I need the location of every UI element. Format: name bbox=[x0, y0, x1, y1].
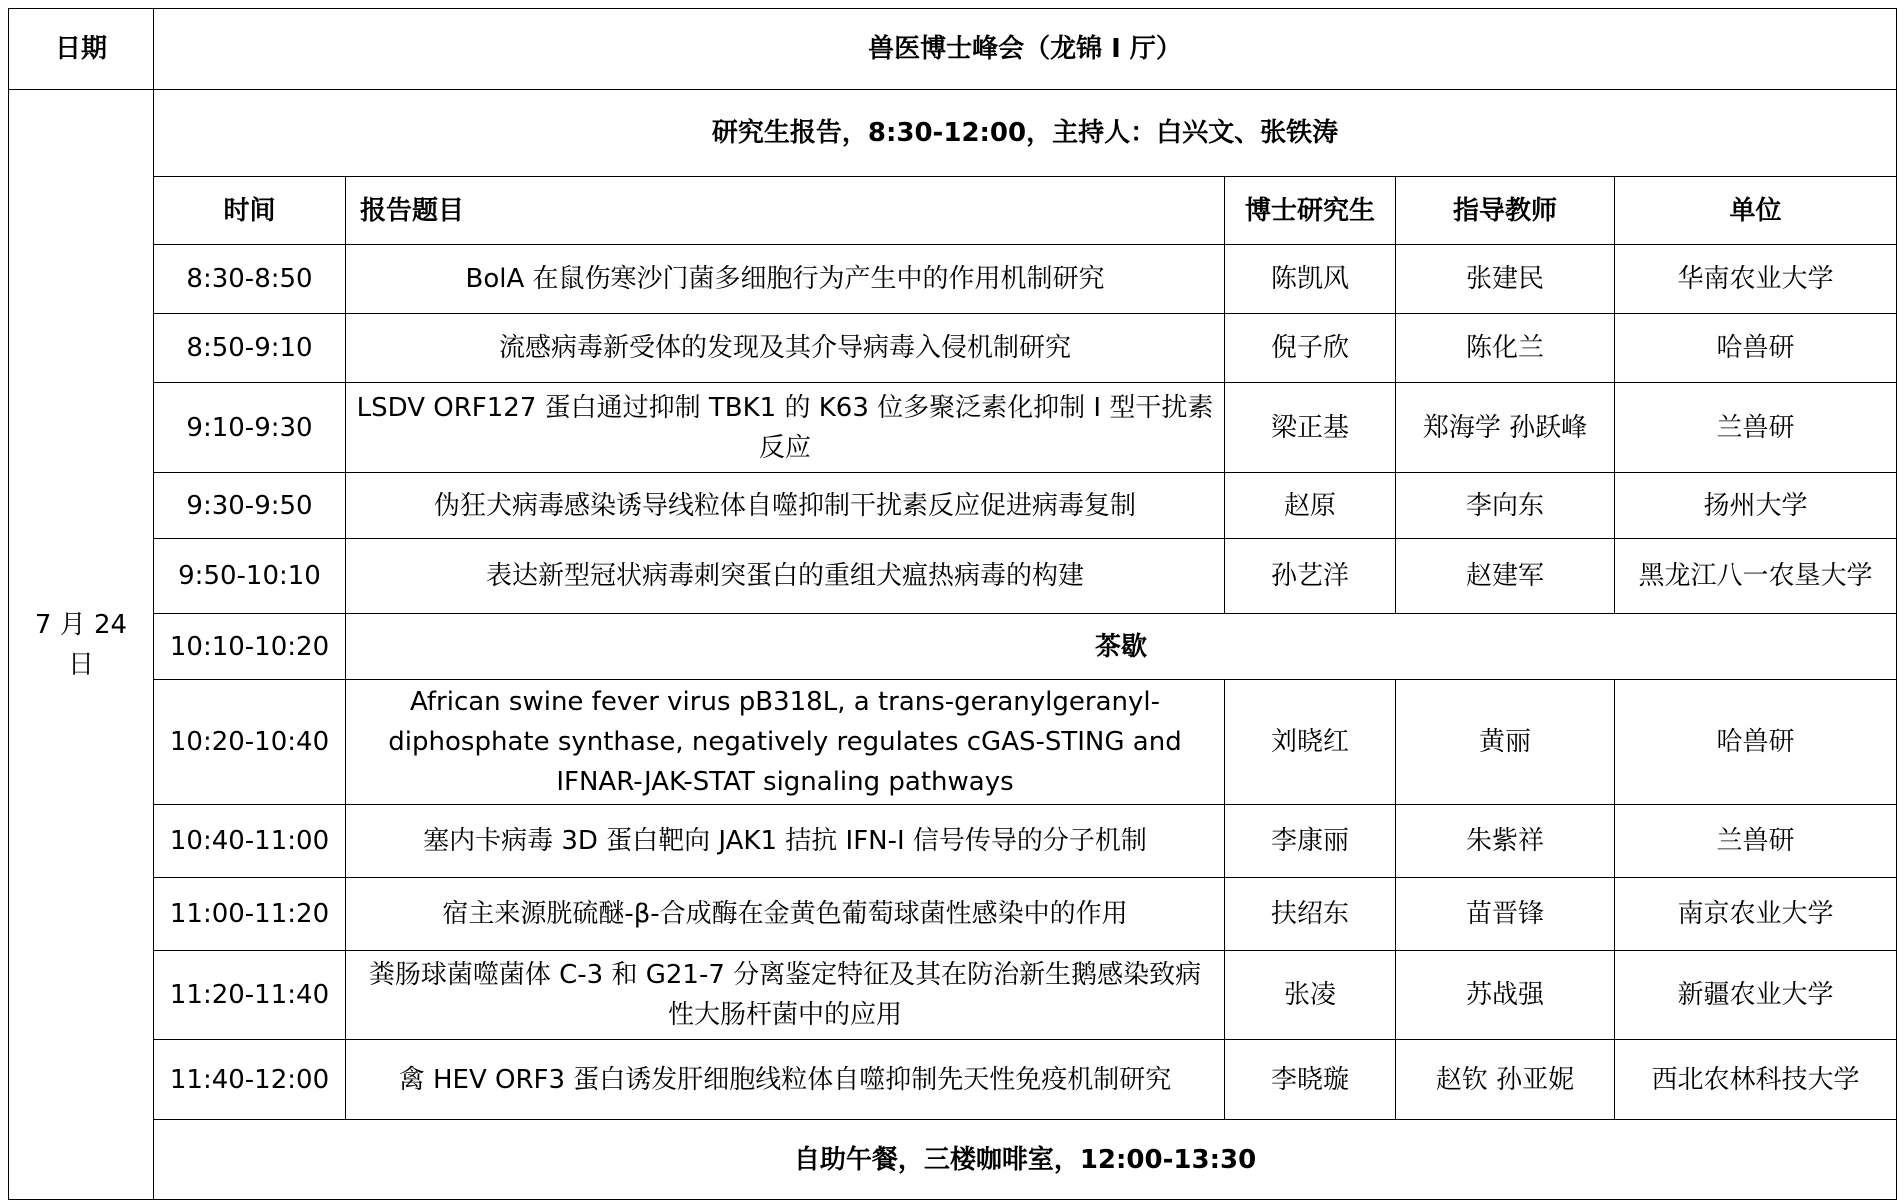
talk-time: 8:30-8:50 bbox=[154, 245, 346, 314]
talk-topic: 宿主来源胱硫醚-β-合成酶在金黄色葡萄球菌性感染中的作用 bbox=[346, 878, 1225, 951]
talk-unit: 华南农业大学 bbox=[1615, 245, 1897, 314]
break-label: 茶歇 bbox=[346, 614, 1897, 680]
talk-unit: 兰兽研 bbox=[1615, 805, 1897, 878]
col-unit-header: 单位 bbox=[1615, 177, 1897, 245]
col-student-header: 博士研究生 bbox=[1225, 177, 1396, 245]
table-row bbox=[9, 878, 1897, 951]
talk-advisor: 赵建军 bbox=[1396, 539, 1615, 614]
talk-advisor: 李向东 bbox=[1396, 473, 1615, 539]
header-row bbox=[9, 9, 1897, 90]
talk-student: 刘晓红 bbox=[1225, 680, 1396, 805]
talk-unit: 西北农林科技大学 bbox=[1615, 1040, 1897, 1120]
talk-advisor: 苗晋锋 bbox=[1396, 878, 1615, 951]
talk-time: 11:00-11:20 bbox=[154, 878, 346, 951]
table-row bbox=[9, 314, 1897, 383]
table-row bbox=[9, 805, 1897, 878]
talk-student: 孙艺洋 bbox=[1225, 539, 1396, 614]
col-topic-header: 报告题目 bbox=[346, 177, 1225, 245]
talk-advisor: 陈化兰 bbox=[1396, 314, 1615, 383]
talk-student: 张凌 bbox=[1225, 951, 1396, 1040]
schedule-table bbox=[8, 8, 1897, 1200]
talk-topic: 粪肠球菌噬菌体 C-3 和 G21-7 分离鉴定特征及其在防治新生鹅感染致病性大肠杆菌中的应用 bbox=[346, 951, 1225, 1040]
lunch-label: 自助午餐，三楼咖啡室，12:00-13:30 bbox=[154, 1120, 1897, 1200]
talk-advisor: 赵钦 孙亚妮 bbox=[1396, 1040, 1615, 1120]
talk-advisor: 苏战强 bbox=[1396, 951, 1615, 1040]
column-header-row bbox=[9, 177, 1897, 245]
date-cell: 7 月 24 日 bbox=[9, 90, 154, 1200]
date-header: 日期 bbox=[9, 9, 154, 90]
talk-unit: 哈兽研 bbox=[1615, 680, 1897, 805]
talk-topic: BolA 在鼠伤寒沙门菌多细胞行为产生中的作用机制研究 bbox=[346, 245, 1225, 314]
talk-advisor: 郑海学 孙跃峰 bbox=[1396, 383, 1615, 473]
break-row bbox=[9, 614, 1897, 680]
talk-time: 10:40-11:00 bbox=[154, 805, 346, 878]
talk-student: 陈凯风 bbox=[1225, 245, 1396, 314]
talk-unit: 新疆农业大学 bbox=[1615, 951, 1897, 1040]
talk-student: 梁正基 bbox=[1225, 383, 1396, 473]
talk-advisor: 黄丽 bbox=[1396, 680, 1615, 805]
session-title: 研究生报告，8:30-12:00，主持人：白兴文、张铁涛 bbox=[154, 90, 1897, 177]
talk-time: 10:20-10:40 bbox=[154, 680, 346, 805]
talk-student: 李晓璇 bbox=[1225, 1040, 1396, 1120]
talk-advisor: 张建民 bbox=[1396, 245, 1615, 314]
talk-unit: 扬州大学 bbox=[1615, 473, 1897, 539]
table-row bbox=[9, 1040, 1897, 1120]
talk-student: 扶绍东 bbox=[1225, 878, 1396, 951]
talk-advisor: 朱紫祥 bbox=[1396, 805, 1615, 878]
talk-topic: 禽 HEV ORF3 蛋白诱发肝细胞线粒体自噬抑制先天性免疫机制研究 bbox=[346, 1040, 1225, 1120]
col-time-header: 时间 bbox=[154, 177, 346, 245]
talk-time: 11:40-12:00 bbox=[154, 1040, 346, 1120]
table-row bbox=[9, 245, 1897, 314]
talk-time: 9:30-9:50 bbox=[154, 473, 346, 539]
talk-topic: 流感病毒新受体的发现及其介导病毒入侵机制研究 bbox=[346, 314, 1225, 383]
talk-student: 倪子欣 bbox=[1225, 314, 1396, 383]
talk-topic: LSDV ORF127 蛋白通过抑制 TBK1 的 K63 位多聚泛素化抑制 Ⅰ 型干扰素反应 bbox=[346, 383, 1225, 473]
talk-topic: 塞内卡病毒 3D 蛋白靶向 JAK1 拮抗 IFN-I 信号传导的分子机制 bbox=[346, 805, 1225, 878]
table-row bbox=[9, 383, 1897, 473]
table-row bbox=[9, 473, 1897, 539]
talk-unit: 黑龙江八一农垦大学 bbox=[1615, 539, 1897, 614]
talk-unit: 南京农业大学 bbox=[1615, 878, 1897, 951]
talk-topic: 表达新型冠状病毒刺突蛋白的重组犬瘟热病毒的构建 bbox=[346, 539, 1225, 614]
talk-time: 9:50-10:10 bbox=[154, 539, 346, 614]
table-row bbox=[9, 951, 1897, 1040]
talk-time: 9:10-9:30 bbox=[154, 383, 346, 473]
break-time: 10:10-10:20 bbox=[154, 614, 346, 680]
table-row bbox=[9, 680, 1897, 805]
session-row bbox=[9, 90, 1897, 177]
talk-student: 赵原 bbox=[1225, 473, 1396, 539]
talk-unit: 兰兽研 bbox=[1615, 383, 1897, 473]
talk-time: 8:50-9:10 bbox=[154, 314, 346, 383]
talk-unit: 哈兽研 bbox=[1615, 314, 1897, 383]
talk-student: 李康丽 bbox=[1225, 805, 1396, 878]
col-advisor-header: 指导教师 bbox=[1396, 177, 1615, 245]
talk-topic: 伪狂犬病毒感染诱导线粒体自噬抑制干扰素反应促进病毒复制 bbox=[346, 473, 1225, 539]
forum-title: 兽医博士峰会（龙锦 I 厅） bbox=[154, 9, 1897, 90]
table-row bbox=[9, 539, 1897, 614]
lunch-row bbox=[9, 1120, 1897, 1200]
talk-time: 11:20-11:40 bbox=[154, 951, 346, 1040]
talk-topic: African swine fever virus pB318L, a trans-geranylgeranyl-diphosphate synthase, negatively regulates cGAS-STING and IFNAR-JAK-STAT signaling pathways bbox=[346, 680, 1225, 805]
